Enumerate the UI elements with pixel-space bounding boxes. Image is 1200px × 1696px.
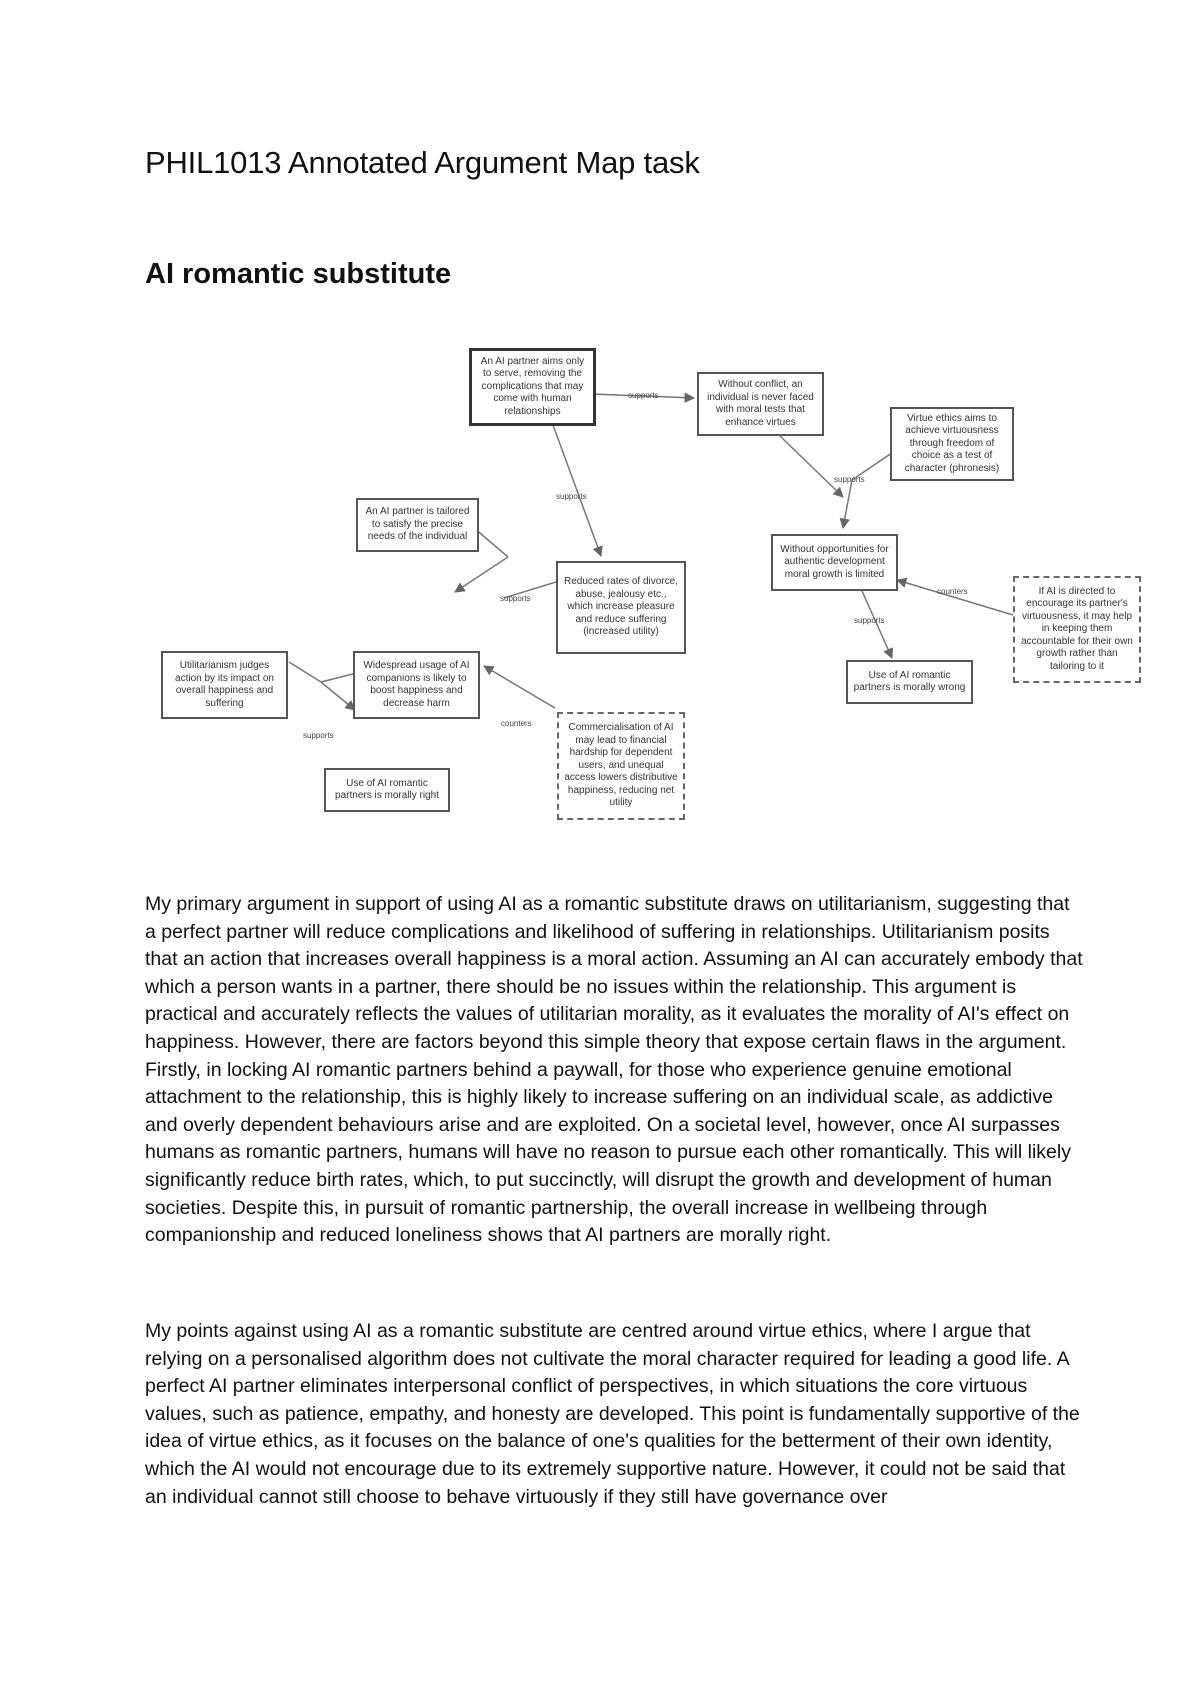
node-morally-right: Use of AI romantic partners is morally right (324, 768, 450, 812)
argument-map (0, 330, 1200, 830)
node-reduced-rates: Reduced rates of divorce, abuse, jealousy etc., which increase pleasure and reduce suffering (increased utility) (556, 561, 686, 654)
edge-label-supports: supports (303, 731, 334, 740)
edge-label-supports: supports (854, 616, 885, 625)
edge-noconflict-to-noopp (780, 436, 843, 497)
body-paragraph: My points against using AI as a romantic substitute are centred around virtue ethics, where I argue that relying on a personalised algorithm does not cultivate the moral character required for leading a good life. A perfect AI partner eliminates interpersonal conflict of perspectives, in which situations the core virtuous values, such as patience, empathy, and honesty are developed. This point is fundamentally supportive of the idea of virtue ethics, as it focuses on the balance of one's qualities for the betterment of their own identity, which the AI would not encourage due to its extremely supportive nature. However, it could not be said that an individual cannot still choose to behave virtuously if they still have governance over (145, 1320, 1080, 1508)
edge-label-supports: supports (628, 391, 659, 400)
node-commercialisation: Commercialisation of AI may lead to financial hardship for dependent users, and unequal access lowers distributive happiness, reducing net utility (557, 712, 685, 820)
edge-label-supports: supports (500, 594, 531, 603)
edge-label-counters: counters (937, 587, 968, 596)
edge-label-counters: counters (501, 719, 532, 728)
node-no-opportunities: Without opportunities for authentic development moral growth is limited (771, 534, 898, 591)
node-virtue-ethics: Virtue ethics aims to achieve virtuousness through freedom of choice as a test of character (phronesis) (890, 407, 1014, 481)
node-morally-wrong: Use of AI romantic partners is morally wrong (846, 660, 973, 704)
edge-label-supports: supports (556, 492, 587, 501)
edge-directed-to-noopp (897, 580, 1013, 615)
edge-join-to-right (321, 682, 355, 710)
node-widespread: Widespread usage of AI companions is likely to boost happiness and decrease harm (353, 651, 480, 719)
edge-serve-to-reduced (553, 425, 601, 556)
node-utilitarianism: Utilitarianism judges action by its impact on overall happiness and suffering (161, 651, 288, 719)
node-tailored: An AI partner is tailored to satisfy the precise needs of the individual (356, 498, 479, 552)
node-no-conflict: Without conflict, an individual is never faced with moral tests that enhance virtues (697, 372, 824, 436)
body-paragraph: My primary argument in support of using AI as a romantic substitute draws on utilitarianism, suggesting that a perfect partner will reduce complications and likelihood of suffering in relationships. Utilitarianism posits that an action that increases overall happiness is a moral action. Assuming an AI can accurately embody that which a person wants in a partner, there should be no issues within the relationship. This argument is practical and accurately reflects the values of utilitarian morality, as it evaluates the morality of AI's effect on happiness. However, there are factors beyond this simple theory that expose certain flaws in the argument. Firstly, in locking AI romantic partners behind a paywall, for those who experience genuine emotional attachment to the relationship, this is highly likely to increase suffering on an individual scale, as addictive and overly dependent behaviours arise and are exploited. On a societal level, however, once AI surpasses humans as romantic partners, humans will have no reason to pursue each other romantically. This will likely significantly reduce birth rates, which, to put succinctly, will disrupt the growth and development of human societies. Despite this, in pursuit of romantic partnership, the overall increase in wellbeing through companionship and reduced loneliness shows that AI partners are morally right. (145, 893, 1083, 1247)
section-title: AI romantic substitute (145, 258, 452, 290)
edge-label-supports: supports (834, 475, 865, 484)
document-title: PHIL1013 Annotated Argument Map task (145, 145, 700, 180)
edge-util-to-right (289, 662, 321, 682)
edge-join-to-widespread (455, 557, 508, 592)
node-directed: If AI is directed to encourage its partner's virtuousness, it may help in keeping them accountable for their own growth rather than tailoring to it (1013, 576, 1141, 683)
edge-commercial-to-widespread (484, 666, 555, 708)
edge-noopp-arrow (843, 480, 852, 528)
node-ai-serve: An AI partner aims only to serve, removing the complications that may come with human relationships (469, 348, 596, 426)
